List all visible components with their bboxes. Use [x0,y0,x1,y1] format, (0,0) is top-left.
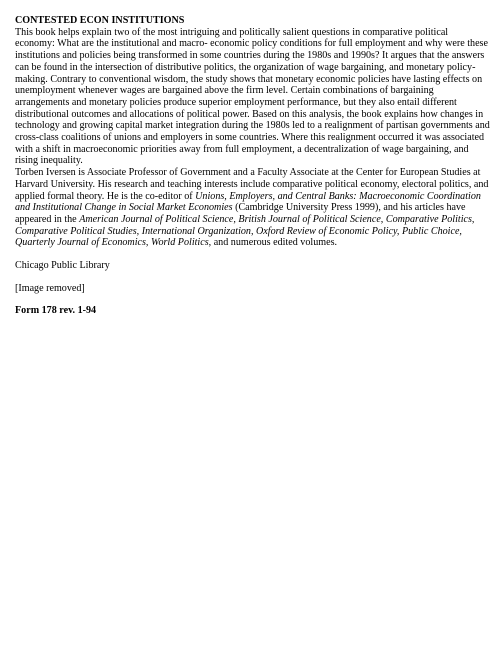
journal-list: American Journal of Political Science, British Journal of Political Science, Comparative Politics, Comparative Political Studies, International Organization, Oxford Review of Economic Policy, Public Choice, Quarterly Journal of Economics, World Politics, [15,213,475,249]
form-number: Form 178 rev. 1-94 [15,305,97,317]
image-removed-note: [Image removed] [15,282,85,294]
book-description: This book helps explain two of the most intriguing and politically salient questions in comparative political economy: What are the institutional and macro- economic policy conditions for full employment and why were these institutions and policies being transformed in some countries during the 1980s and 1990s? It argues that the answers can be found in the intersection of distributive politics, the organization of wage bargaining, and monetary policy-making. Contrary to conventional wisdom, the study shows that monetary economic policies have lasting effects on unemployment whenever wages are bargained above the firm level. Certain combinations of bargaining arrangements and monetary policies produce superior employment performance, but they also entail different distributional outcomes and allocations of political power. Based on this analysis, the book explains how changes in technology and growing capital market integration during the 1980s led to a realignment of partisan governments and cross-class coalitions of unions and employers in some countries. Where this realignment occurred it was associated with a shift in macroeconomic priorities away from full employment, a decentralization of wage bargaining, and rising inequality. [15,26,490,167]
author-bio [15,167,490,249]
author-bio-text-1: Torben Iversen is Associate Professor of Government and a Faculty Associate at the Center for European Studies at Harvard University. His research and teaching interests include comparative political economy, electoral politics, and applied formal theory. He is the co-editor of [15,167,489,202]
library-name: Chicago Public Library [15,260,110,272]
author-bio-text-2: (Cambridge University Press 1999), and his articles have appeared in the [15,202,466,225]
author-bio-text-3: and numerous edited volumes. [211,237,338,249]
edited-book-title: Unions, Employers, and Central Banks: Macroeconomic Coordination and Institutional Change in Social Market Economies [15,190,481,214]
document-page [15,15,490,317]
book-title: CONTESTED ECON INSTITUTIONS [15,15,185,26]
